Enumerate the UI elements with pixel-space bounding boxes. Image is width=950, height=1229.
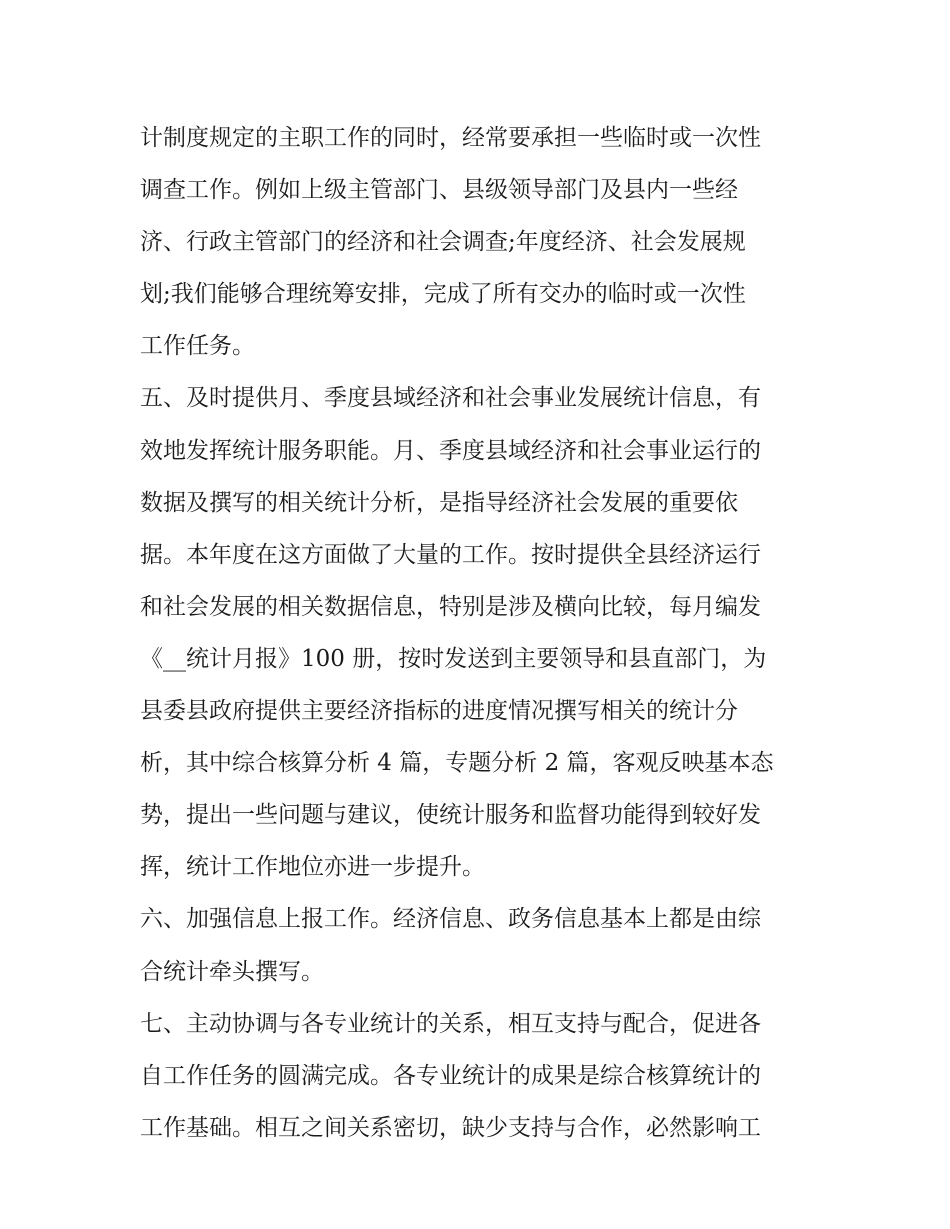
text-line: 县委县政府提供主要经济指标的进度情况撰写相关的统计分 xyxy=(140,698,738,725)
text-line: 工作基础。相互之间关系密切，缺少支持与合作，必然影响工 xyxy=(140,1114,761,1141)
text-line: 工作任务。 xyxy=(140,333,255,360)
text-line: 和社会发展的相关数据信息，特别是涉及横向比较，每月编发 xyxy=(140,593,761,620)
text-line: 自工作任务的圆满完成。各专业统计的成果是综合核算统计的 xyxy=(140,1062,761,1089)
text-line: 析，其中综合核算分析 4 篇，专题分析 2 篇，客观反映基本态 xyxy=(140,750,774,777)
text-line: 势，提出一些问题与建议，使统计服务和监督功能得到较好发 xyxy=(140,802,761,829)
text-line: 据。本年度在这方面做了大量的工作。按时提供全县经济运行 xyxy=(140,541,761,568)
text-line: 数据及撰写的相关统计分析，是指导经济社会发展的重要依 xyxy=(140,489,738,516)
text-line: 调查工作。例如上级主管部门、县级领导部门及县内一些经 xyxy=(140,177,738,204)
text-line: 济、行政主管部门的经济和社会调查;年度经济、社会发展规 xyxy=(140,229,746,256)
section-five-heading-line: 五、及时提供月、季度县域经济和社会事业发展统计信息，有 xyxy=(140,385,761,412)
text-line: 计制度规定的主职工作的同时，经常要承担一些临时或一次性 xyxy=(140,125,761,151)
text-line: 《__统计月报》100 册，按时发送到主要领导和县直部门，为 xyxy=(140,645,767,672)
text-line: 划;我们能够合理统筹安排，完成了所有交办的临时或一次性 xyxy=(140,281,746,308)
section-seven-heading-line: 七、主动协调与各专业统计的关系，相互支持与配合，促进各 xyxy=(140,1010,761,1037)
text-line: 合统计牵头撰写。 xyxy=(140,958,324,985)
body-text xyxy=(140,112,820,1154)
section-six-heading-line: 六、加强信息上报工作。经济信息、政务信息基本上都是由综 xyxy=(140,906,761,933)
text-line: 效地发挥统计服务职能。月、季度县域经济和社会事业运行的 xyxy=(140,437,761,464)
text-line: 挥，统计工作地位亦进一步提升。 xyxy=(140,854,485,881)
